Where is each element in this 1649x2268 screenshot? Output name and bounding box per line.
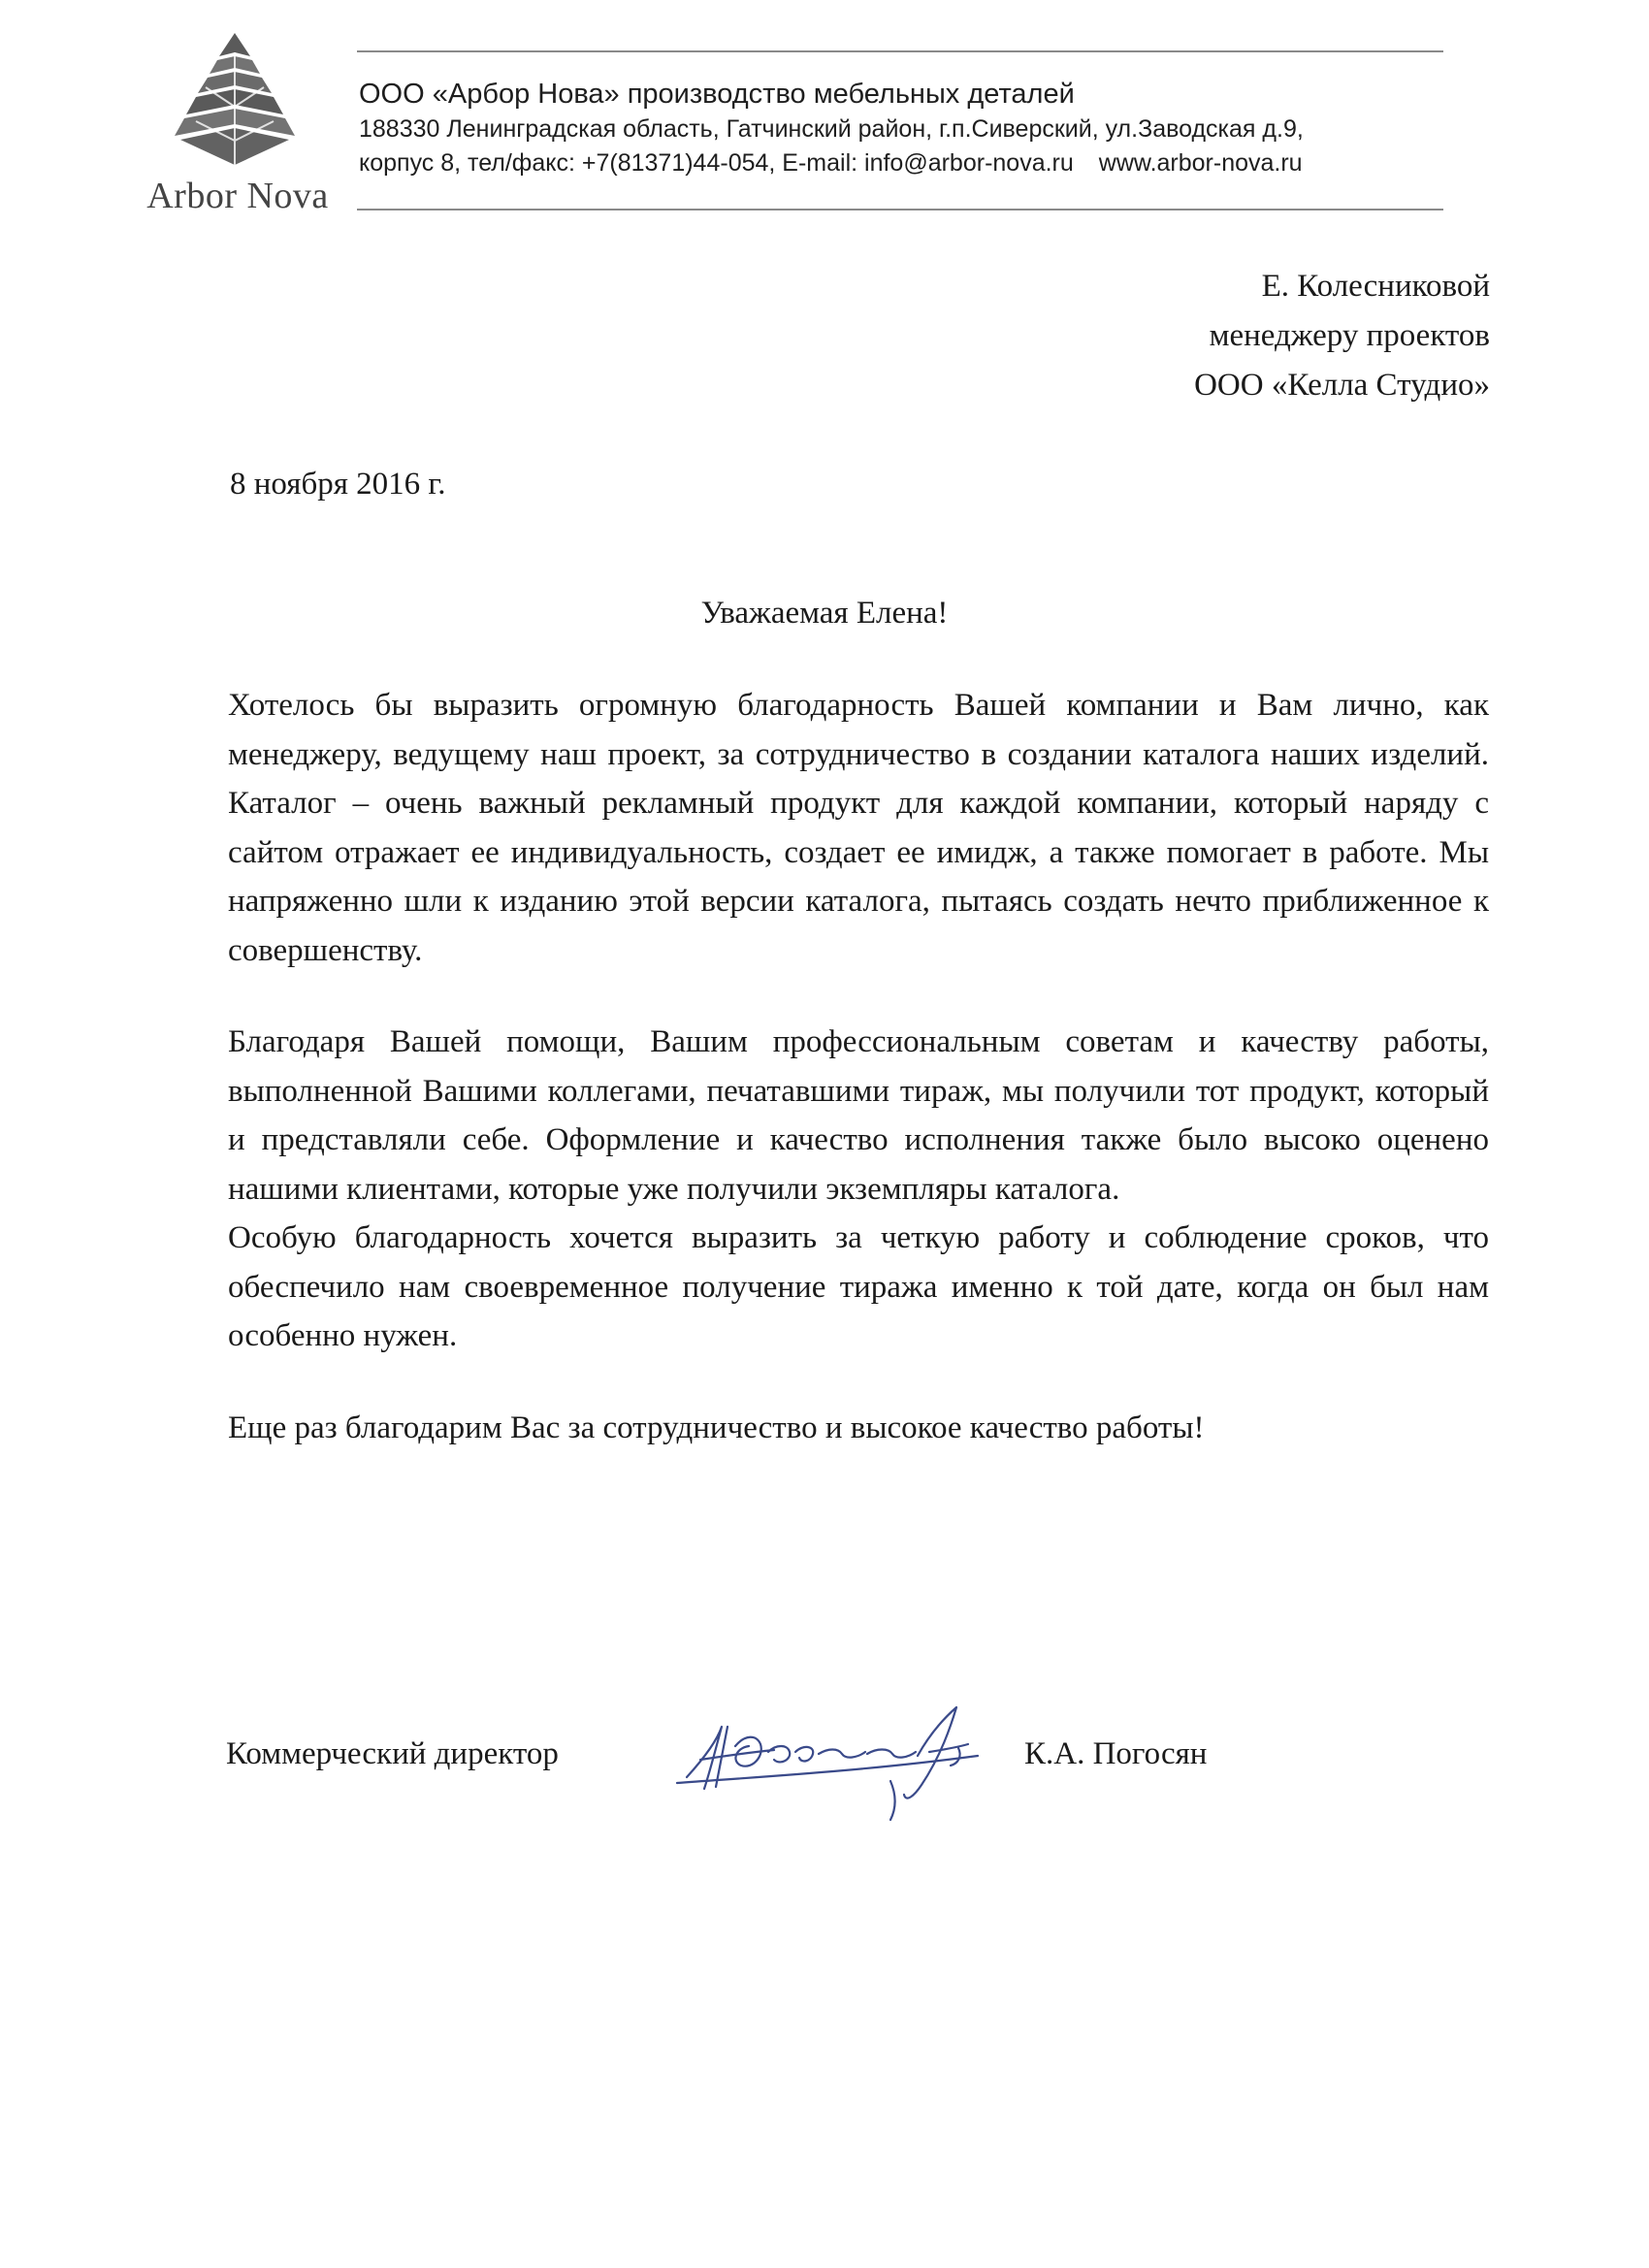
signature-block xyxy=(226,1688,1487,1824)
salutation: Уважаемая Елена! xyxy=(700,596,949,631)
company-info xyxy=(359,76,1445,180)
company-contacts xyxy=(359,146,1445,180)
tree-logo-icon xyxy=(167,29,303,175)
website-link[interactable]: www.arbor-nova.ru xyxy=(1098,149,1303,177)
handwritten-signature xyxy=(667,1688,1017,1824)
header-rule-bottom xyxy=(357,209,1443,211)
header-rule-top xyxy=(357,50,1443,52)
recipient-company: ООО «Келла Студио» xyxy=(1194,368,1490,403)
letter-date: 8 ноября 2016 г. xyxy=(230,467,446,502)
company-name: ООО «Арбор Нова» производство мебельных деталей xyxy=(359,79,1075,110)
paragraph: Особую благодарность хочется выразить за четкую работу и соблюдение сроков, что обеспечило нам своевременное получение тиража именно к той дате, когда он был нам особенно нужен. xyxy=(228,1220,1489,1353)
recipient-block xyxy=(1194,262,1490,410)
recipient-position: менеджеру проектов xyxy=(1209,318,1490,353)
letterhead xyxy=(0,0,1649,223)
signatory-name: К.А. Погосян xyxy=(1024,1736,1208,1771)
company-address: 188330 Ленинградская область, Гатчинский район, г.п.Сиверский, ул.Заводская д.9, xyxy=(359,115,1304,143)
signatory-title: Коммерческий директор xyxy=(226,1736,559,1771)
contact-line: корпус 8, тел/факс: +7(81371)44-054, E-mail: info@arbor-nova.ru xyxy=(359,149,1074,177)
paragraph: Благодаря Вашей помощи, Вашим профессиональным советам и качеству работы, выполненной Вашими коллегами, печатавшими тираж, мы получили тот продукт, который и представляли себе. Оформление и качество исполнения также было высоко оценено нашими клиентами, которые уже получили экземпляры каталога. xyxy=(228,1024,1489,1207)
logo-wordmark: Arbor Nova xyxy=(146,176,329,216)
paragraph: Хотелось бы выразить огромную благодарность Вашей компании и Вам лично, как менеджеру, ведущему наш проект, за сотрудничество в создании каталога наших изделий. Каталог – очень важный рекламный продукт для каждой компании, который наряду с сайтом отражает ее индивидуальность, создает ее имидж, а также помогает в работе. Мы напряженно шли к изданию этой версии каталога, пытаясь создать нечто приближенное к совершенству. xyxy=(228,688,1489,968)
recipient-name: Е. Колесниковой xyxy=(1261,269,1490,304)
letter-body xyxy=(228,681,1489,1452)
company-logo xyxy=(146,29,330,216)
paragraph: Еще раз благодарим Вас за сотрудничество и высокое качество работы! xyxy=(228,1409,1205,1445)
